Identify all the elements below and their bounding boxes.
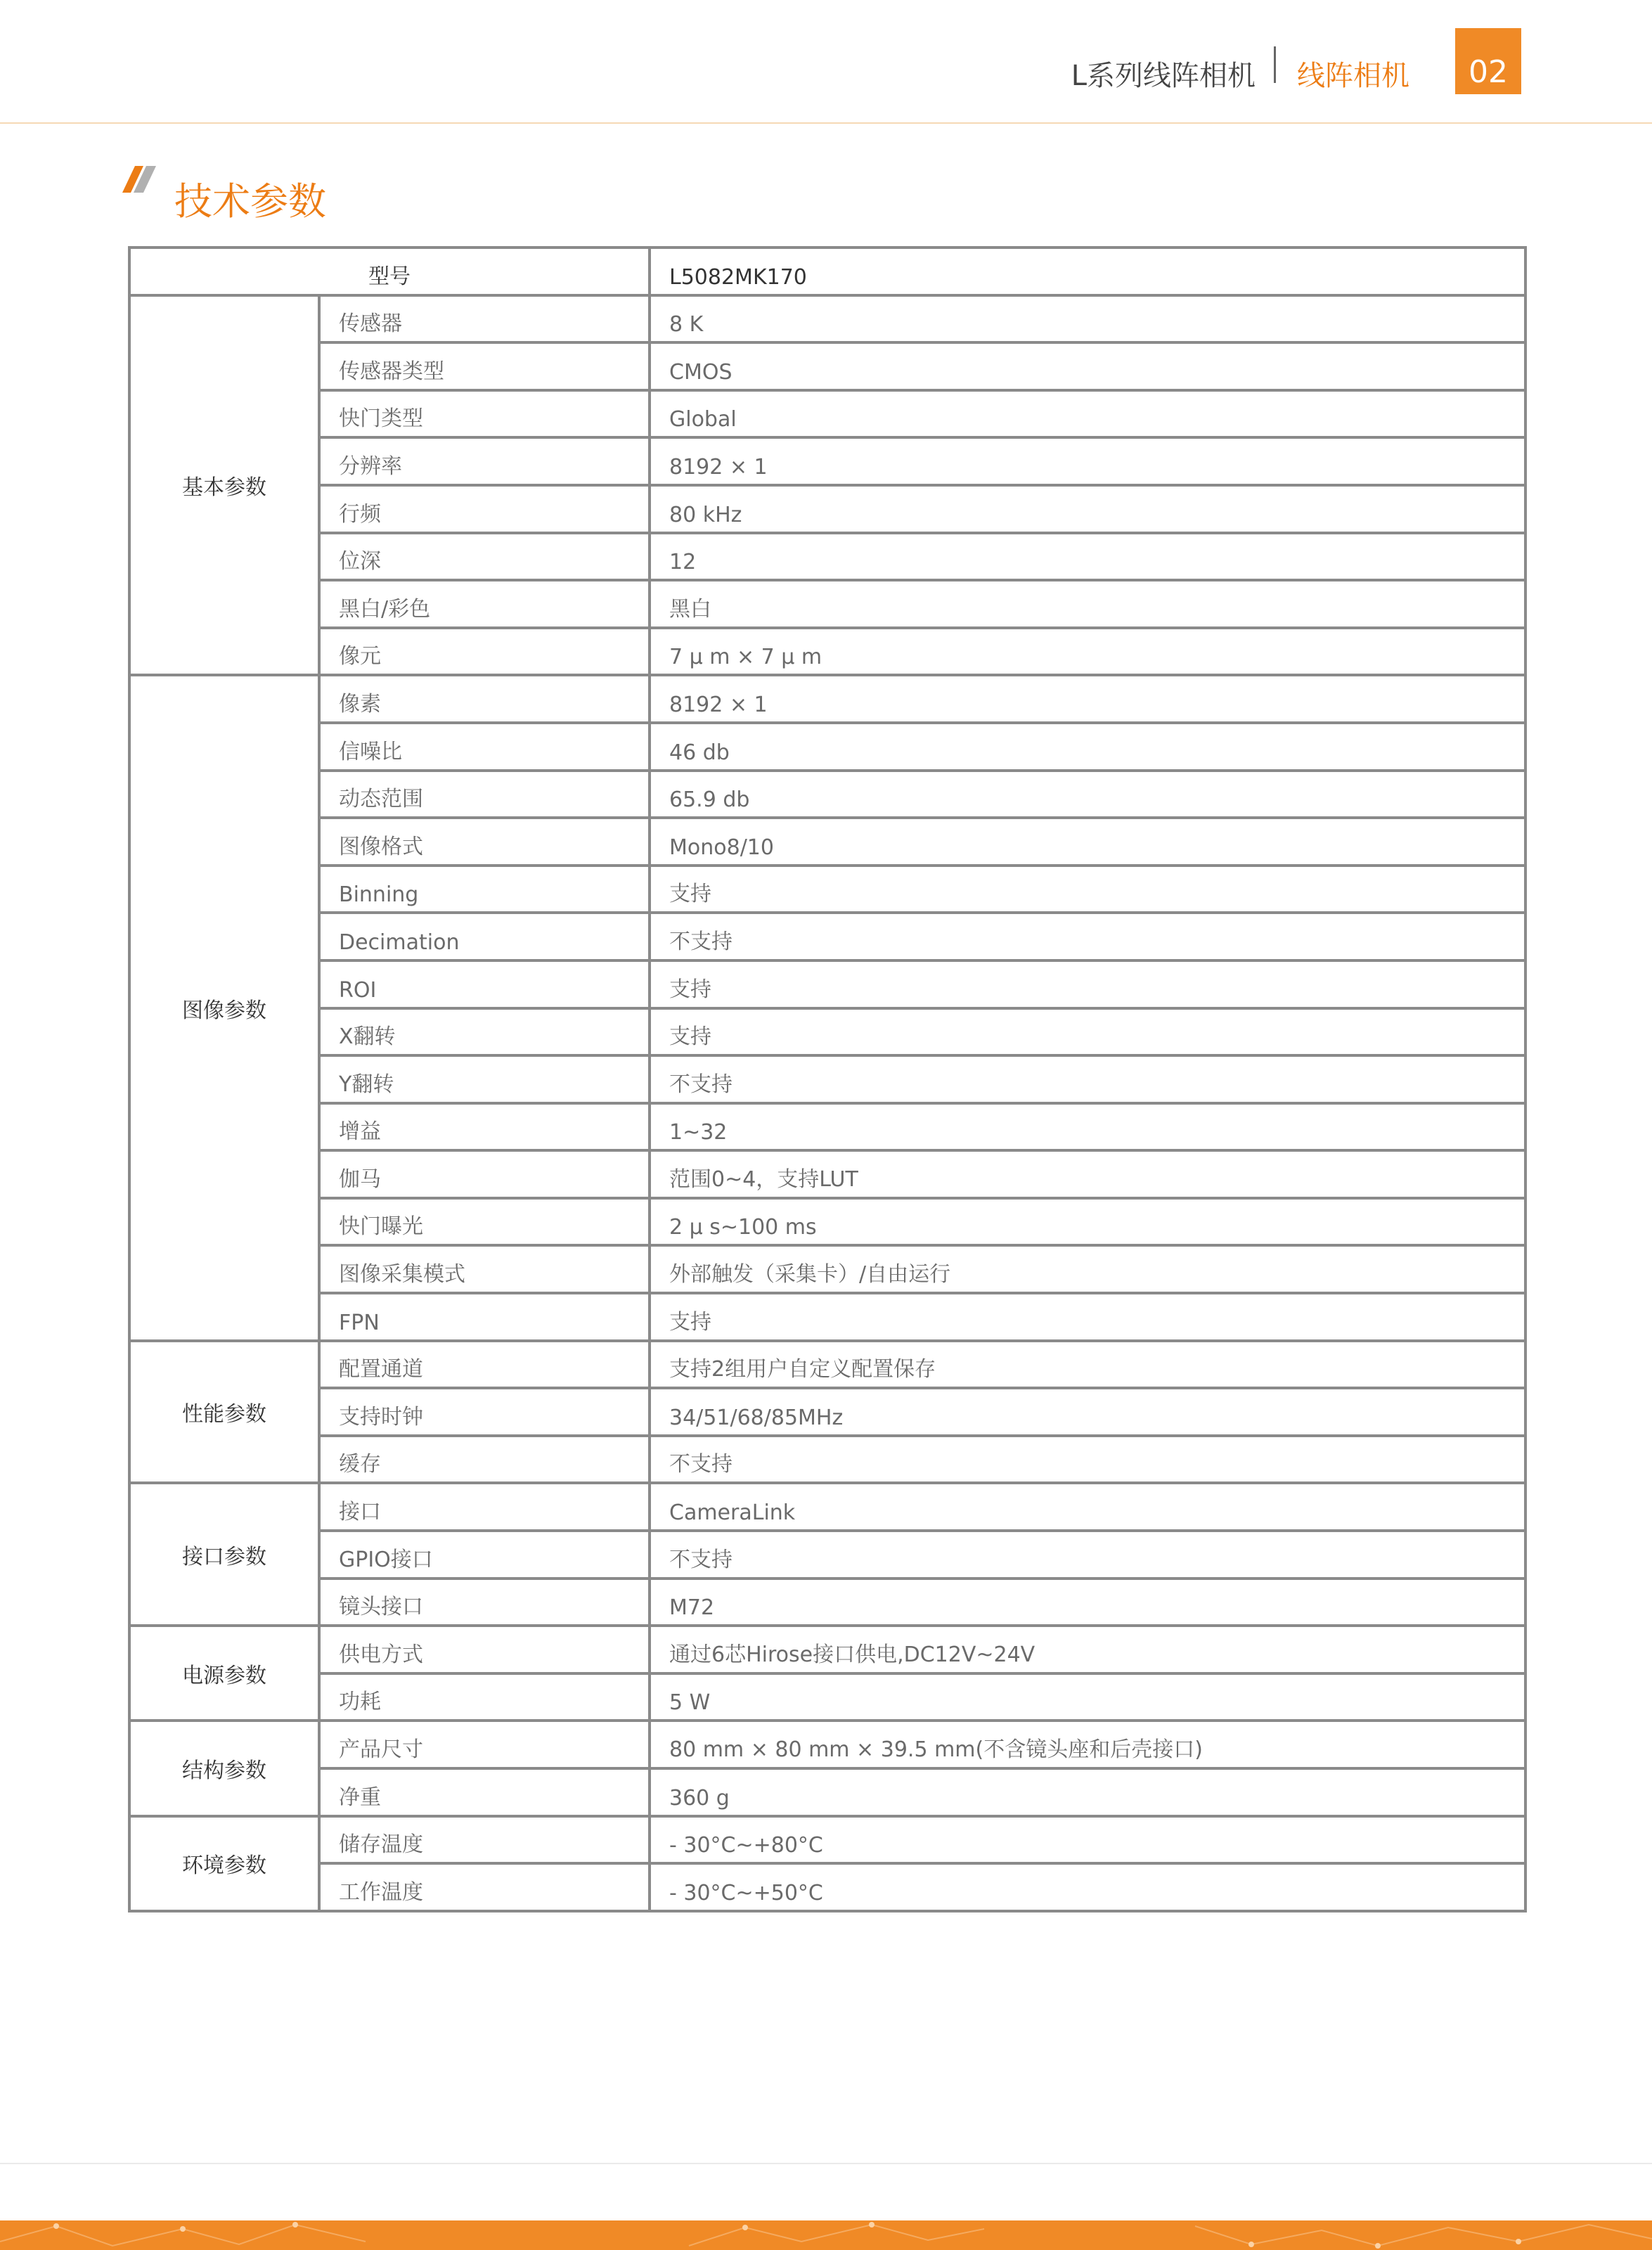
series-title: L系列线阵相机	[1071, 60, 1256, 92]
param-name: Y翻转	[319, 1055, 650, 1103]
page-header	[0, 0, 1652, 124]
param-name: 储存温度	[319, 1816, 650, 1864]
footer-band	[0, 2220, 1652, 2250]
param-value: 支持	[650, 1293, 1525, 1341]
spec-table	[128, 246, 1527, 1912]
table-row	[129, 1816, 1525, 1864]
param-value: 80 mm × 80 mm × 39.5 mm(不含镜头座和后壳接口)	[650, 1721, 1525, 1768]
table-row	[129, 1103, 1525, 1151]
param-name: 缓存	[319, 1436, 650, 1484]
param-name: 传感器类型	[319, 342, 650, 390]
header-divider	[1274, 46, 1276, 83]
param-name: 动态范围	[319, 771, 650, 818]
group-label: 结构参数	[129, 1721, 319, 1815]
param-value: 65.9 db	[650, 771, 1525, 818]
table-row	[129, 437, 1525, 485]
param-value: CMOS	[650, 342, 1525, 390]
param-name: 图像采集模式	[319, 1245, 650, 1293]
param-value: 8 K	[650, 295, 1525, 343]
param-value: Mono8/10	[650, 818, 1525, 866]
param-name: 图像格式	[319, 818, 650, 866]
table-row	[129, 342, 1525, 390]
param-value: 8192 × 1	[650, 675, 1525, 723]
table-row	[129, 390, 1525, 438]
param-value: 支持	[650, 960, 1525, 1008]
group-label: 图像参数	[129, 675, 319, 1340]
table-row	[129, 1768, 1525, 1816]
group-label: 性能参数	[129, 1341, 319, 1484]
table-row	[129, 1673, 1525, 1721]
table-row	[129, 1626, 1525, 1673]
param-value: 360 g	[650, 1768, 1525, 1816]
param-value: 2 μ s~100 ms	[650, 1198, 1525, 1246]
param-name: FPN	[319, 1293, 650, 1341]
param-value: 12	[650, 533, 1525, 581]
param-name: 净重	[319, 1768, 650, 1816]
table-row	[129, 1341, 1525, 1389]
model-row	[129, 248, 1525, 295]
page-number-badge: 02	[1455, 28, 1521, 94]
table-row	[129, 675, 1525, 723]
param-value: 不支持	[650, 913, 1525, 960]
param-name: 配置通道	[319, 1341, 650, 1389]
table-row	[129, 485, 1525, 533]
network-pattern-decoration	[0, 2220, 1652, 2250]
param-name: 快门类型	[319, 390, 650, 438]
param-name: 镜头接口	[319, 1579, 650, 1626]
param-value: 范围0~4，支持LUT	[650, 1150, 1525, 1198]
table-row	[129, 533, 1525, 581]
table-row	[129, 1388, 1525, 1436]
table-row	[129, 580, 1525, 628]
param-name: 供电方式	[319, 1626, 650, 1673]
param-value: 80 kHz	[650, 485, 1525, 533]
param-value: 支持	[650, 866, 1525, 913]
table-row	[129, 1436, 1525, 1484]
table-row	[129, 723, 1525, 771]
param-value: - 30°C~+50°C	[650, 1863, 1525, 1911]
group-label: 电源参数	[129, 1626, 319, 1721]
param-value: CameraLink	[650, 1483, 1525, 1531]
group-label: 环境参数	[129, 1816, 319, 1911]
param-value: 46 db	[650, 723, 1525, 771]
param-name: 产品尺寸	[319, 1721, 650, 1768]
table-row	[129, 1150, 1525, 1198]
param-name: GPIO接口	[319, 1531, 650, 1579]
param-name: 信噪比	[319, 723, 650, 771]
param-name: 支持时钟	[319, 1388, 650, 1436]
group-label: 基本参数	[129, 295, 319, 676]
param-value: 5 W	[650, 1673, 1525, 1721]
section-label: 线阵相机	[1297, 60, 1409, 92]
param-name: 增益	[319, 1103, 650, 1151]
slash-stripe-icon	[122, 166, 156, 197]
table-row	[129, 866, 1525, 913]
table-row	[129, 1245, 1525, 1293]
param-value: - 30°C~+80°C	[650, 1816, 1525, 1864]
param-name: 功耗	[319, 1673, 650, 1721]
param-name: 快门曝光	[319, 1198, 650, 1246]
table-row	[129, 1863, 1525, 1911]
table-row	[129, 628, 1525, 676]
footer-rule	[0, 2163, 1652, 2164]
param-name: 位深	[319, 533, 650, 581]
model-value: L5082MK170	[650, 248, 1525, 295]
table-row	[129, 1483, 1525, 1531]
table-row	[129, 1198, 1525, 1246]
param-value: 不支持	[650, 1531, 1525, 1579]
param-value: 通过6芯Hirose接口供电,DC12V~24V	[650, 1626, 1525, 1673]
param-name: Binning	[319, 866, 650, 913]
table-row	[129, 1721, 1525, 1768]
param-value: 8192 × 1	[650, 437, 1525, 485]
group-label: 接口参数	[129, 1483, 319, 1626]
param-value: Global	[650, 390, 1525, 438]
table-row	[129, 1293, 1525, 1341]
param-value: 7 μ m × 7 μ m	[650, 628, 1525, 676]
param-value: 黑白	[650, 580, 1525, 628]
table-row	[129, 1579, 1525, 1626]
table-row	[129, 771, 1525, 818]
param-name: X翻转	[319, 1008, 650, 1056]
param-value: 1~32	[650, 1103, 1525, 1151]
param-name: 像素	[319, 675, 650, 723]
table-row	[129, 295, 1525, 343]
param-name: ROI	[319, 960, 650, 1008]
param-value: M72	[650, 1579, 1525, 1626]
param-name: 行频	[319, 485, 650, 533]
param-value: 不支持	[650, 1436, 1525, 1484]
param-name: 传感器	[319, 295, 650, 343]
page-title: 技术参数	[174, 179, 326, 224]
table-row	[129, 1008, 1525, 1056]
param-value: 34/51/68/85MHz	[650, 1388, 1525, 1436]
table-row	[129, 1531, 1525, 1579]
param-name: Decimation	[319, 913, 650, 960]
model-label: 型号	[129, 248, 650, 295]
param-name: 工作温度	[319, 1863, 650, 1911]
param-name: 伽马	[319, 1150, 650, 1198]
param-value: 不支持	[650, 1055, 1525, 1103]
param-value: 支持2组用户自定义配置保存	[650, 1341, 1525, 1389]
param-name: 黑白/彩色	[319, 580, 650, 628]
table-row	[129, 960, 1525, 1008]
param-value: 支持	[650, 1008, 1525, 1056]
param-name: 接口	[319, 1483, 650, 1531]
param-name: 像元	[319, 628, 650, 676]
header-rule	[0, 122, 1652, 124]
param-name: 分辨率	[319, 437, 650, 485]
table-row	[129, 1055, 1525, 1103]
table-row	[129, 818, 1525, 866]
param-value: 外部触发（采集卡）/自由运行	[650, 1245, 1525, 1293]
table-row	[129, 913, 1525, 960]
